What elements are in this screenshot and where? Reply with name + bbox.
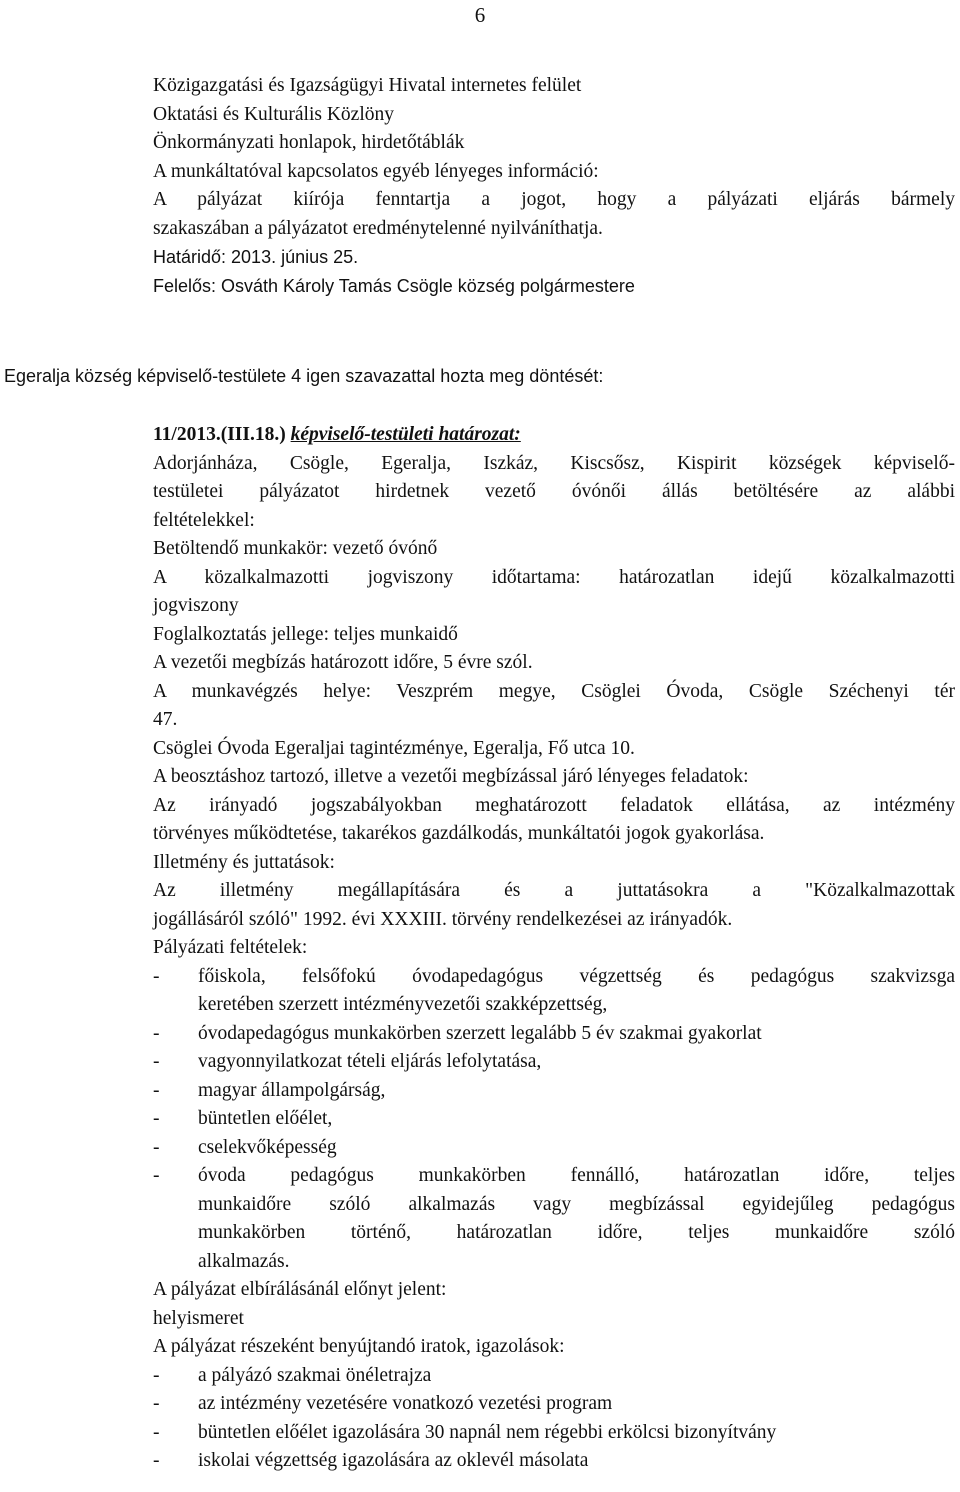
- responsible: Felelős: Osváth Károly Tamás Csögle község polgármestere: [153, 275, 635, 296]
- list-item: [153, 1162, 955, 1276]
- list-dash: -: [153, 1079, 160, 1101]
- reservation-line: szakaszában a pályázatot eredménytelenné nyilváníthatja.: [153, 217, 603, 239]
- tasks-heading: A beosztáshoz tartozó, illetve a vezetői megbízással járó lényeges feladatok:: [153, 766, 749, 787]
- list-item-text: munkaidőre szóló alkalmazás vagy megbízással egyidejűleg pedagógus: [198, 1193, 955, 1215]
- salary-line: jogállásáról szóló" 1992. évi XXXIII. törvény rendelkezései az irányadók.: [153, 908, 733, 930]
- list-item: [153, 1447, 955, 1476]
- list-dash: -: [153, 1393, 160, 1414]
- branch: Csöglei Óvoda Egeraljai tagintézménye, Egeralja, Fő utca 10.: [153, 737, 635, 759]
- list-item: [153, 1362, 955, 1391]
- resolution-heading: [153, 421, 955, 450]
- body-line: A közalkalmazotti jogviszony időtartama: határozatlan idejű közalkalmazotti: [153, 566, 955, 588]
- resolution-section: [153, 421, 955, 1476]
- list-item-text: vagyonnyilatkozat tételi eljárás lefolytatása,: [198, 1051, 542, 1072]
- list-item-text: munkakörben történő, határozatlan időre, teljes munkaidőre szóló: [198, 1222, 955, 1243]
- tasks-line: törvényes működtetése, takarékos gazdálkodás, munkáltatói jogok gyakorlása.: [153, 823, 765, 844]
- list-dash: -: [153, 1108, 160, 1129]
- list-item: [153, 963, 955, 1020]
- list-item-text: az intézmény vezetésére vonatkozó vezetési program: [198, 1393, 613, 1414]
- tasks-line: Az irányadó jogszabályokban meghatározott feladatok ellátása, az intézmény: [153, 794, 955, 816]
- list-item-text: magyar állampolgárság,: [198, 1079, 386, 1101]
- mandate: A vezetői megbízás határozott időre, 5 évre szól.: [153, 652, 533, 673]
- resolution-number: 11/2013.(III.18.): [153, 424, 286, 445]
- header-section: [153, 72, 955, 300]
- header-line: Közigazgatási és Igazságügyi Hivatal internetes felület: [153, 75, 582, 96]
- conditions-heading: Pályázati feltételek:: [153, 937, 308, 958]
- employment-type: Foglalkoztatás jellege: teljes munkaidő: [153, 623, 458, 645]
- list-dash: -: [153, 1421, 160, 1443]
- list-dash: -: [153, 1022, 160, 1044]
- workplace-line: A munkavégzés helye: Veszprém megye, Csöglei Óvoda, Csögle Széchenyi tér: [153, 680, 955, 702]
- list-dash: -: [153, 1165, 160, 1186]
- lead-sentence: Egeralja község képviselő-testülete 4 igen szavazattal hozta meg döntését:: [4, 366, 604, 386]
- list-item-text: büntetlen előélet igazolására 30 napnál nem régebbi erkölcsi bizonyítvány: [198, 1421, 777, 1443]
- list-dash: -: [153, 1051, 160, 1072]
- list-item-text: óvoda pedagógus munkakörben fennálló, határozatlan időre, teljes: [198, 1165, 955, 1186]
- list-item-text: iskolai végzettség igazolására az oklevél másolata: [198, 1450, 589, 1471]
- list-item-text: főiskola, felsőfokú óvodapedagógus végzettség és pedagógus szakvizsga: [198, 965, 955, 987]
- header-line: Oktatási és Kulturális Közlöny: [153, 103, 394, 125]
- list-item-text: óvodapedagógus munkakörben szerzett legalább 5 év szakmai gyakorlat: [198, 1022, 762, 1044]
- list-dash: -: [153, 1450, 160, 1471]
- body-line: testületei pályázatot hirdetnek vezető óvónői állás betöltésére az alábbi: [153, 481, 955, 502]
- position: Betöltendő munkakör: vezető óvónő: [153, 538, 438, 559]
- list-item: [153, 1020, 955, 1049]
- list-item: [153, 1048, 955, 1077]
- header-line: A munkáltatóval kapcsolatos egyéb lényeges információ:: [153, 160, 599, 182]
- list-item-text: büntetlen előélet,: [198, 1108, 333, 1129]
- list-dash: -: [153, 1136, 160, 1158]
- reservation-line: A pályázat kiírója fenntartja a jogot, hogy a pályázati eljárás bármely: [153, 189, 955, 210]
- list-item: [153, 1105, 955, 1134]
- body-line: jogviszony: [153, 595, 239, 616]
- list-dash: -: [153, 1364, 160, 1386]
- list-item: [153, 1419, 955, 1448]
- salary-heading: Illetmény és juttatások:: [153, 851, 335, 873]
- deadline: Határidő: 2013. június 25.: [153, 247, 359, 267]
- list-item: [153, 1390, 955, 1419]
- body-line: Adorjánháza, Csögle, Egeralja, Iszkáz, Kiscsősz, Kispirit községek képviselő-: [153, 452, 955, 474]
- list-item-text: cselekvőképesség: [198, 1136, 337, 1158]
- advantage-heading: A pályázat elbírálásánál előnyt jelent:: [153, 1279, 447, 1300]
- resolution-title: képviselő-testületi határozat:: [290, 424, 521, 445]
- list-item-text: a pályázó szakmai önéletrajza: [198, 1364, 432, 1386]
- body-line: feltételekkel:: [153, 509, 255, 531]
- page-number: 6: [474, 3, 486, 27]
- salary-line: Az illetmény megállapítására és a juttatásokra a "Közalkalmazottak: [153, 880, 955, 901]
- list-item-text: keretében szerzett intézményvezetői szakképzettség,: [198, 994, 608, 1015]
- list-item: [153, 1077, 955, 1106]
- documents-heading: A pályázat részeként benyújtandó iratok, igazolások:: [153, 1336, 565, 1357]
- list-item-text: alkalmazás.: [198, 1250, 290, 1272]
- list-dash: -: [153, 965, 160, 987]
- header-line: Önkormányzati honlapok, hirdetőtáblák: [153, 132, 465, 153]
- list-item: [153, 1134, 955, 1163]
- advantage: helyismeret: [153, 1307, 244, 1329]
- workplace-line: 47.: [153, 709, 178, 730]
